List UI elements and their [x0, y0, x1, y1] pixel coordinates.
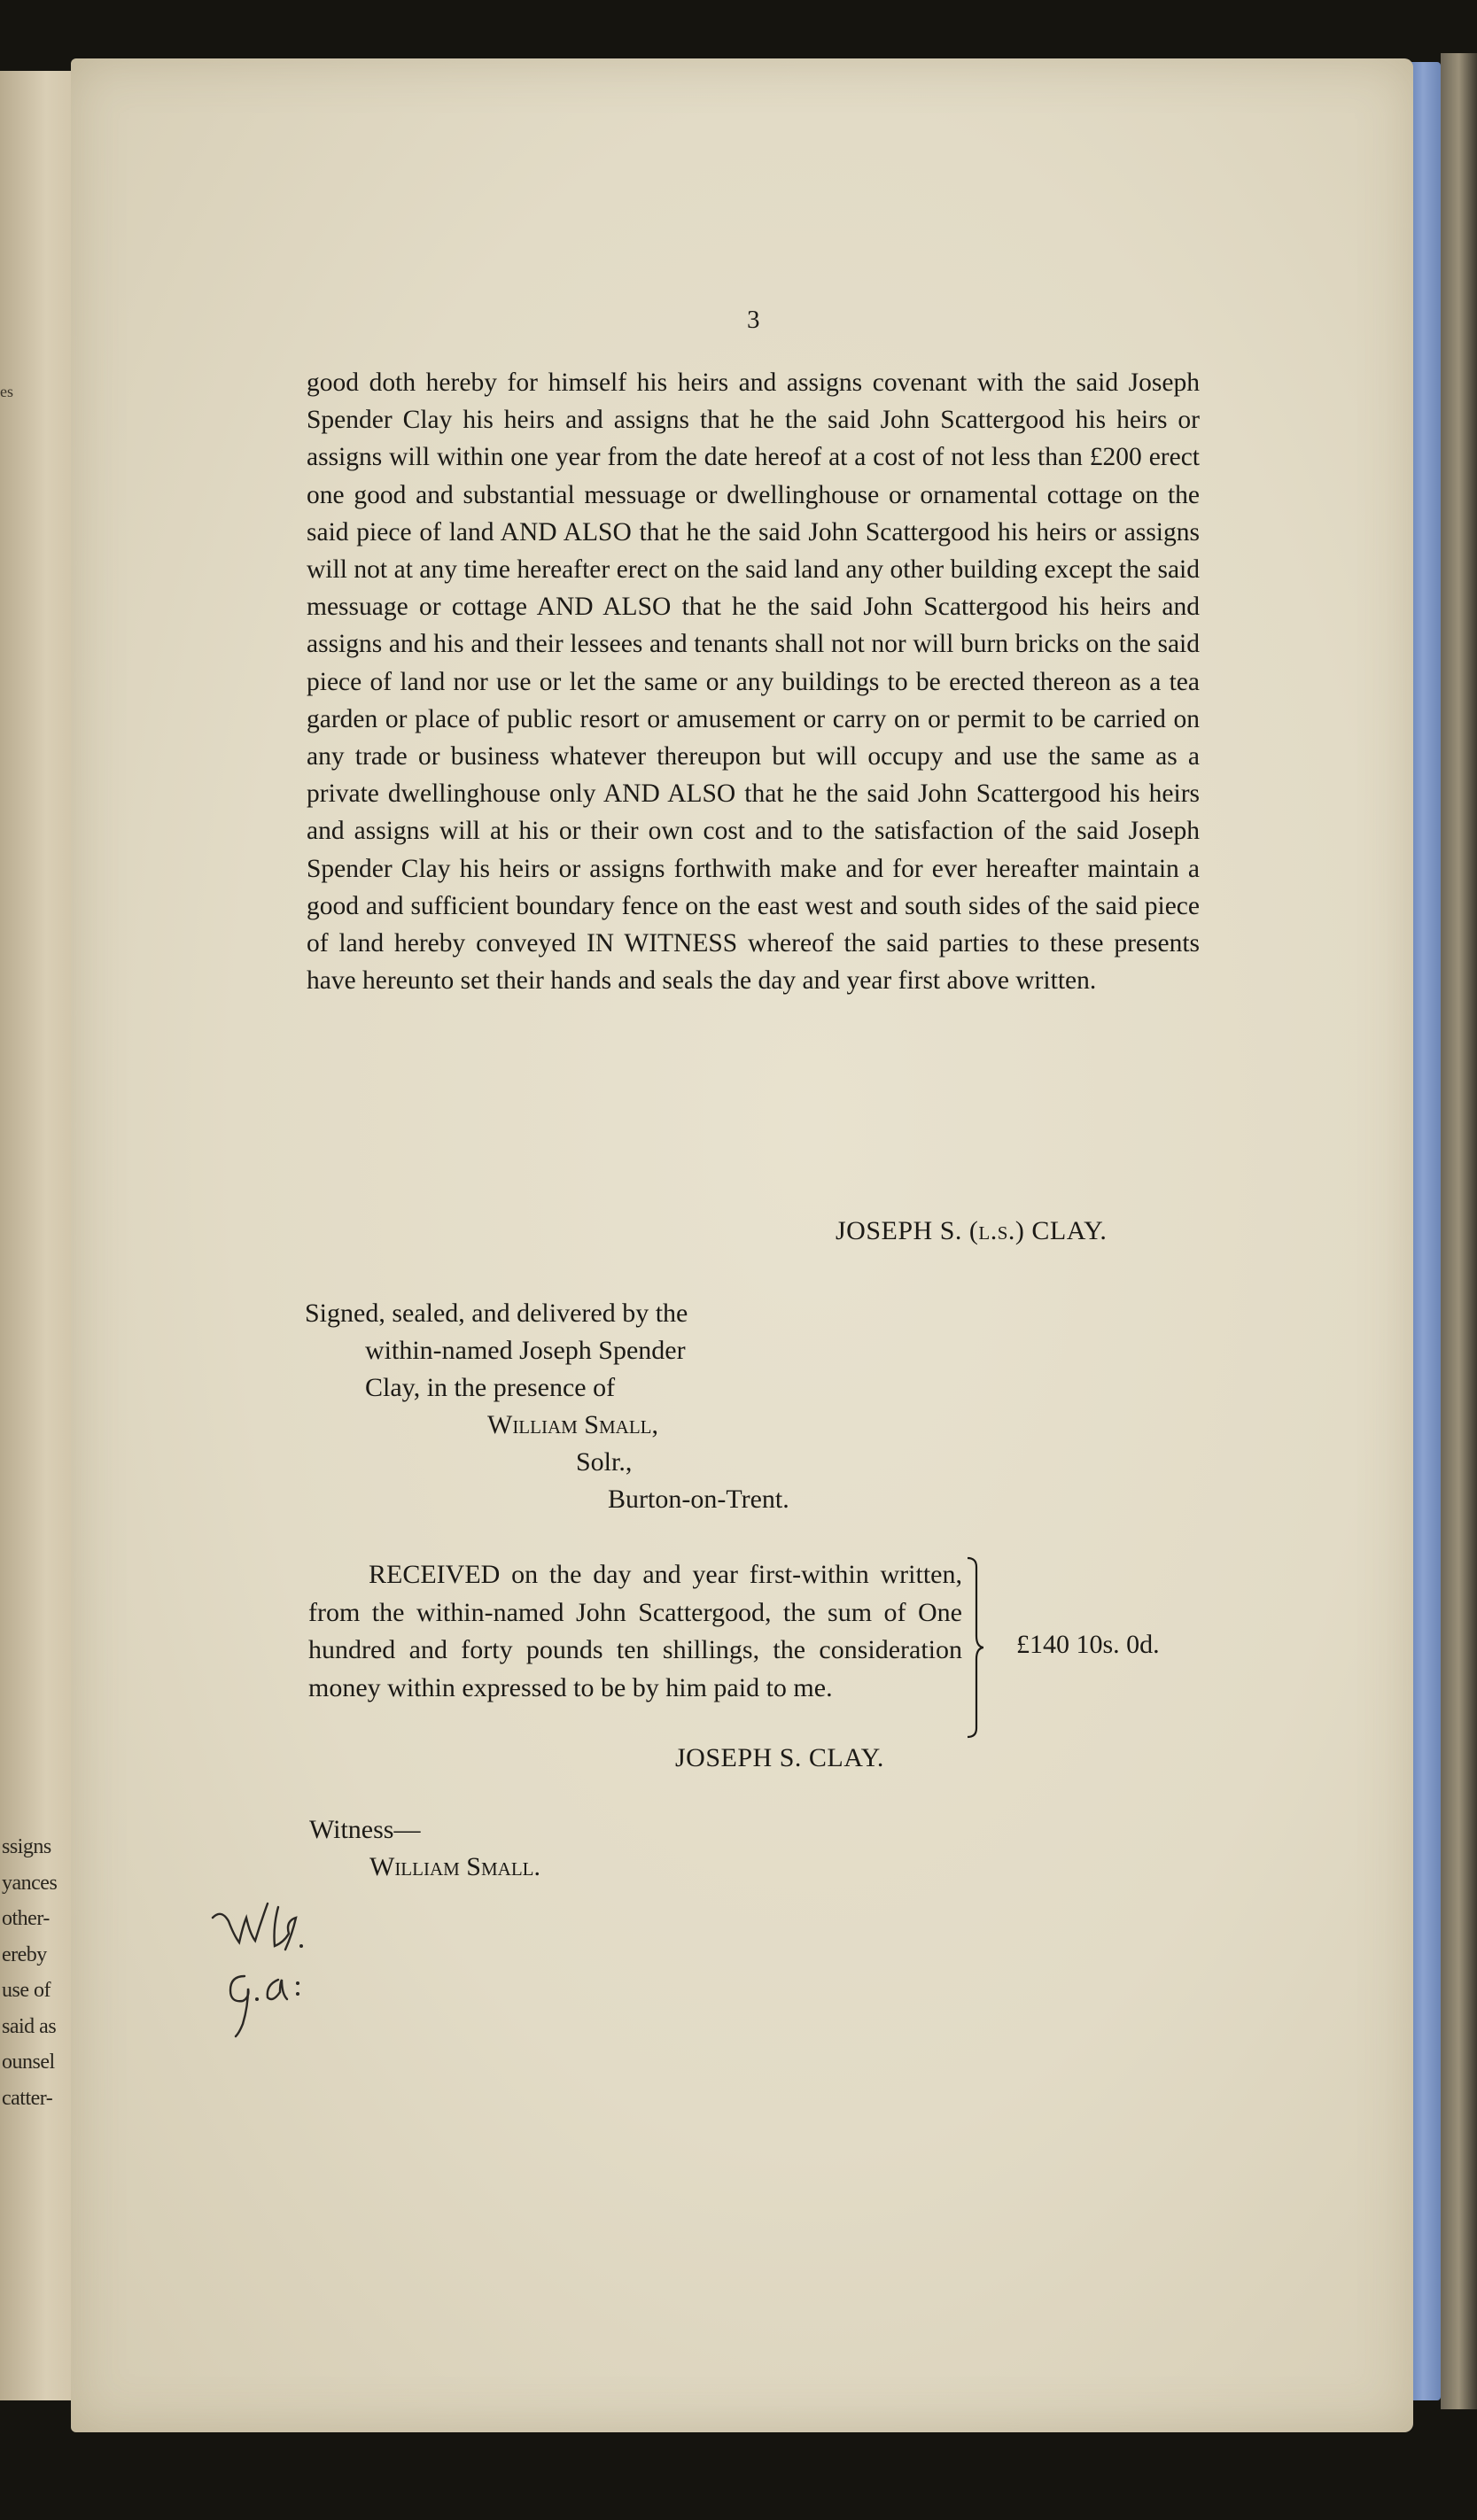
left-fragment: ssigns	[2, 1835, 51, 1858]
receipt-amount: £140 10s. 0d.	[1016, 1630, 1160, 1659]
curly-brace	[966, 1555, 983, 1741]
seal-mark: (l.s.)	[968, 1216, 1025, 1245]
left-fragment: ereby	[2, 1942, 47, 1966]
witness-name: William Small.	[369, 1852, 540, 1881]
witness-name: William Small,	[487, 1410, 658, 1439]
left-fragment: yances	[2, 1871, 58, 1895]
signature-last-name: CLAY.	[1031, 1216, 1108, 1245]
witness-title: Solr.,	[576, 1447, 633, 1477]
covenant-paragraph: good doth hereby for himself his heirs and assigns covenant with the said Joseph Spender Clay his heirs and assigns that he the said John Scattergood his heirs or assigns will within one year from the date hereof at a cost of not less than £200 erect one good and substantial messuage or dwellinghouse or ornamental cottage on the said piece of land AND ALSO that he the said John Scattergood his heirs or assigns will not at any time hereafter erect on the said land any other building except the said messuage or cottage AND ALSO that he the said John Scattergood his heirs and assigns and his and their lessees and tenants shall not nor will burn bricks on the said piece of land nor use or let the same or any buildings to be erected thereon as a tea garden or place of public resort or amusement or carry on or permit to be carried on any trade or business whatever thereupon but will occupy and use the same as a private dwellinghouse only AND ALSO that he the said John Scattergood his heirs and assigns will at his or their own cost and to the satisfaction of the said Joseph Spender Clay his heirs or assigns forthwith make and for ever hereafter maintain a good and sufficient boundary fence on the east west and south sides of the said piece of land hereby conveyed IN WITNESS whereof the said parties to these presents have hereunto set their hands and seals the day and year first above written.	[307, 368, 1200, 996]
left-fragment: other-	[2, 1907, 50, 1930]
left-page-top-fragment: es	[0, 383, 13, 400]
left-fragment: said as	[2, 2014, 57, 2038]
receipt-witness	[309, 1811, 540, 1886]
left-fragment: use of	[2, 1979, 51, 2002]
receipt-text: RECEIVED on the day and year first-within written, from the within-named John Scattergood, the sum of One hundred and forty pounds ten shillings, the consideration money within expressed to be by him paid to me.	[308, 1560, 962, 1702]
execution-clause	[305, 1295, 789, 1518]
execution-line: Signed, sealed, and delivered by the	[305, 1299, 688, 1328]
signature-joseph-clay	[836, 1216, 1107, 1246]
witness-place: Burton-on-Trent.	[608, 1485, 789, 1514]
left-page-text-fragments	[2, 1829, 82, 2116]
receipt-paragraph	[308, 1556, 962, 1707]
execution-line: Clay, in the presence of	[365, 1373, 616, 1402]
pencil-annotation	[204, 1891, 346, 2051]
execution-line: within-named Joseph Spender	[365, 1336, 686, 1365]
book-right-edge	[1441, 53, 1477, 2409]
left-fragment: catter-	[2, 2086, 53, 2110]
page-number: 3	[747, 306, 760, 334]
receipt-signature: JOSEPH S. CLAY.	[675, 1743, 884, 1772]
signature-first-name: JOSEPH S.	[836, 1216, 962, 1245]
left-fragment: ounsel	[2, 2051, 55, 2074]
witness-label: Witness—	[309, 1815, 421, 1844]
